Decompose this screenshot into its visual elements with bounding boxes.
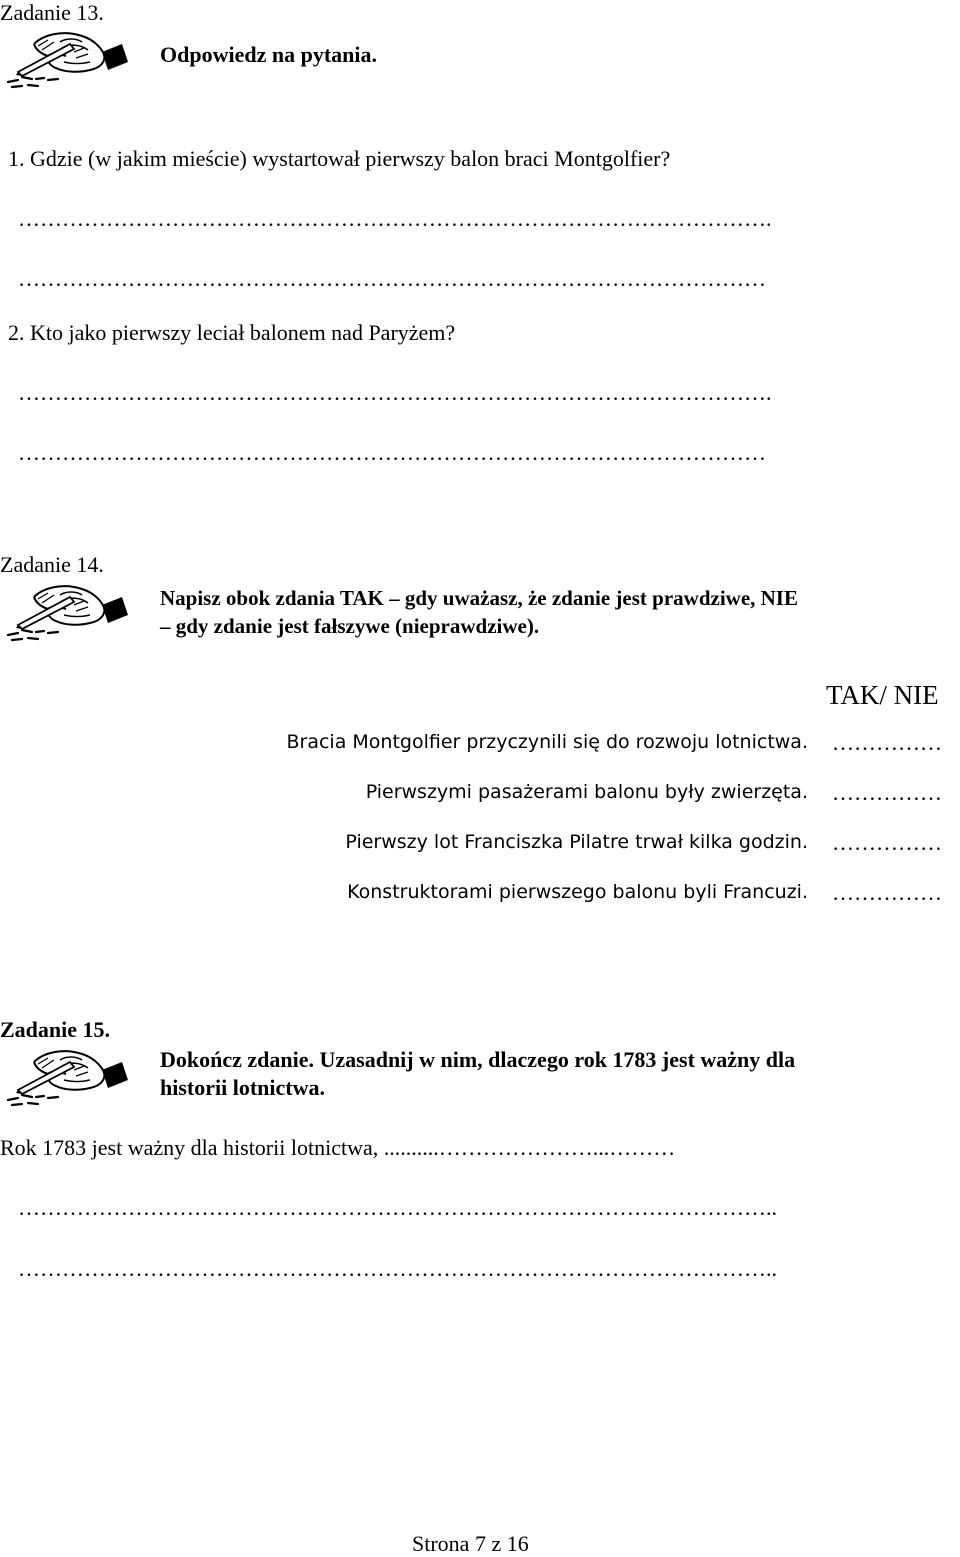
question-1: 1. Gdzie (w jakim mieście) wystartował pierwszy balon braci Montgolfier? bbox=[8, 146, 671, 171]
statement-answer-1[interactable]: …………… bbox=[832, 730, 942, 755]
task15-instruction-line1: Dokończ zdanie. Uzasadnij w nim, dlaczego rok 1783 jest ważny dla bbox=[160, 1047, 796, 1072]
writing-hand-icon bbox=[4, 575, 129, 645]
writing-hand-icon bbox=[4, 1040, 129, 1110]
answer-line[interactable]: ………………………………………………………………………………………… bbox=[18, 440, 766, 465]
tak-nie-header: TAK/ NIE bbox=[826, 680, 939, 710]
task14-instruction-line1: Napisz obok zdania TAK – gdy uważasz, że zdanie jest prawdziwe, NIE bbox=[160, 586, 798, 610]
page-number: Strona 7 z 16 bbox=[412, 1531, 529, 1556]
task15-heading: Zadanie 15. bbox=[0, 1017, 111, 1042]
writing-hand-icon bbox=[4, 22, 129, 92]
statement-answer-3[interactable]: …………… bbox=[832, 830, 942, 855]
task14-instruction-line2: – gdy zdanie jest fałszywe (nieprawdziwe). bbox=[160, 614, 540, 638]
statement-answer-2[interactable]: …………… bbox=[832, 780, 942, 805]
answer-line[interactable]: …………………………………………………………………………………………. bbox=[18, 206, 772, 231]
statement-answer-4[interactable]: …………… bbox=[832, 880, 942, 905]
answer-line[interactable]: ………………………………………………………………………………………….. bbox=[18, 1195, 777, 1220]
answer-line[interactable]: …………………………………………………………………………………………. bbox=[18, 380, 772, 405]
task15-instruction-line2: historii lotnictwa. bbox=[160, 1075, 325, 1100]
statement-2: Pierwszymi pasażerami balonu były zwierzęta. bbox=[365, 781, 808, 803]
statement-4: Konstruktorami pierwszego balonu byli Francuzi. bbox=[347, 881, 808, 903]
completion-sentence[interactable]: Rok 1783 jest ważny dla historii lotnictwa, ..........…………………...……… bbox=[0, 1135, 676, 1160]
task13-heading: Zadanie 13. bbox=[0, 0, 104, 25]
answer-line[interactable]: ………………………………………………………………………………………… bbox=[18, 266, 766, 291]
question-2: 2. Kto jako pierwszy leciał balonem nad Paryżem? bbox=[8, 320, 456, 345]
task13-instruction: Odpowiedz na pytania. bbox=[160, 42, 377, 67]
answer-line[interactable]: ………………………………………………………………………………………….. bbox=[18, 1256, 777, 1281]
statement-3: Pierwszy lot Franciszka Pilatre trwał kilka godzin. bbox=[345, 831, 808, 853]
task14-heading: Zadanie 14. bbox=[0, 552, 104, 577]
statement-1: Bracia Montgolfier przyczynili się do rozwoju lotnictwa. bbox=[286, 731, 808, 753]
